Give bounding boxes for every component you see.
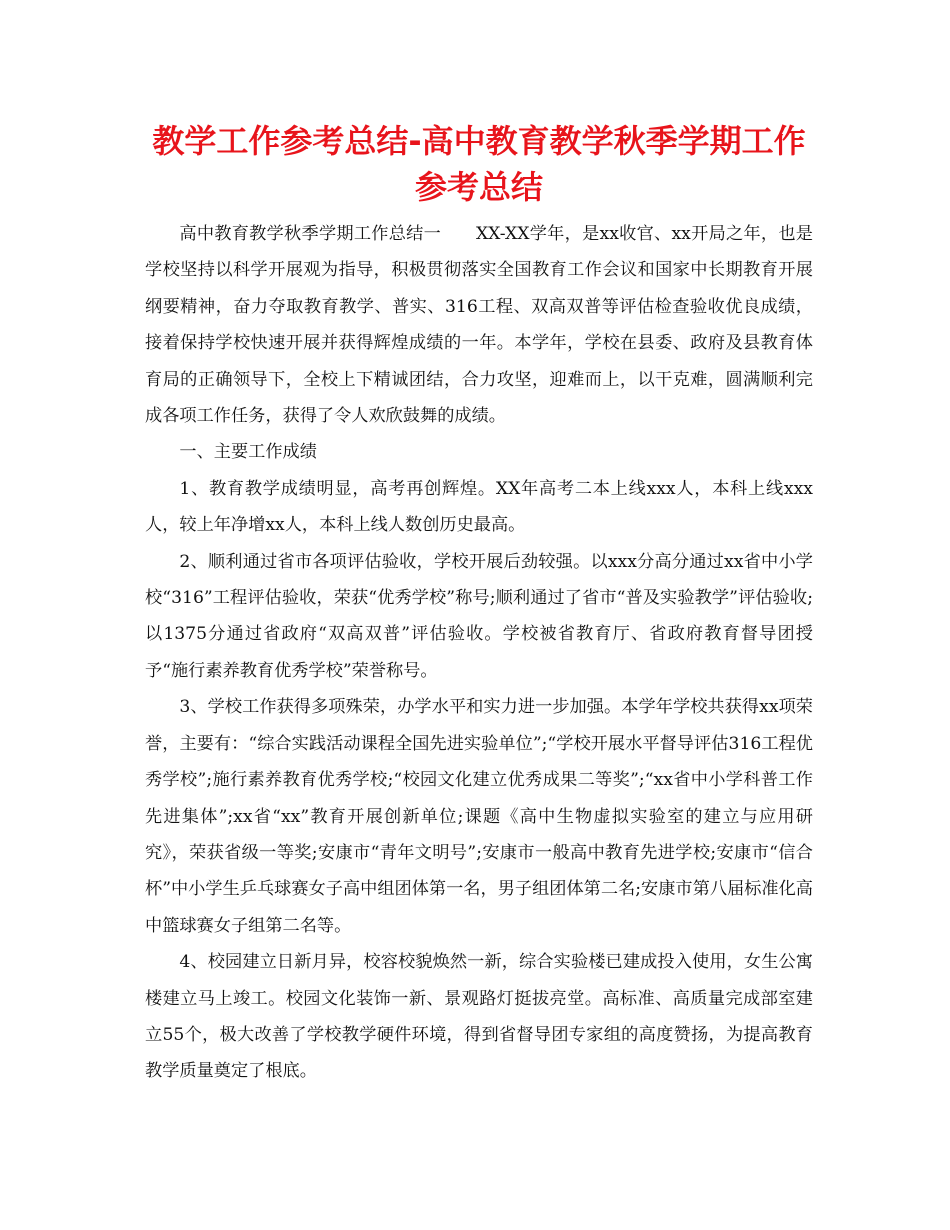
achievement-paragraph-1: 1、教育教学成绩明显，高考再创辉煌。XX年高考二本上线xxx人，本科上线xxx人，较上年净增xx人，本科上线人数创历史最高。 [145, 478, 813, 536]
achievement-paragraph-4: 4、校园建立日新月异，校容校貌焕然一新，综合实验楼已建成投入使用，女生公寓楼建立马上竣工。校园文化装饰一新、景观路灯挺拔亮堂。高标准、高质量完成部室建立55个，极大改善了学校教学硬件环境，得到省督导团专家组的高度赞扬，为提高教育教学质量奠定了根底。 [145, 952, 813, 1082]
document-body [145, 216, 813, 1090]
title-line-2: 参考总结 [414, 168, 543, 206]
section-heading: 一、主要工作成绩 [179, 442, 317, 463]
document-title [145, 118, 813, 210]
title-line-1: 教学工作参考总结-高中教育教学秋季学期工作 [152, 122, 806, 160]
document-page [145, 118, 813, 1090]
intro-paragraph: 高中教育教学秋季学期工作总结一 XX-XX学年，是xx收官、xx开局之年，也是学校坚持以科学开展观为指导，积极贯彻落实全国教育工作会议和国家中长期教育开展纲要精神，奋力夺取教育教学、普实、316工程、双高双普等评估检查验收优良成绩，接着保持学校快速开展并获得辉煌成绩的一年。本学年，学校在县委、政府及县教育体育局的正确领导下，全校上下精诚团结，合力攻坚，迎难而上，以干克难，圆满顺利完成各项工作任务，获得了令人欢欣鼓舞的成绩。 [145, 224, 813, 427]
achievement-paragraph-3: 3、学校工作获得多项殊荣，办学水平和实力进一步加强。本学年学校共获得xx项荣誉，主要有：“综合实践活动课程全国先进实验单位”;“学校开展水平督导评估316工程优秀学校”;施行素养教育优秀学校;“校园文化建立优秀成果二等奖”;“xx省中小学科普工作先进集体”;xx省“xx”教育开展创新单位;课题《高中生物虚拟实验室的建立与应用研究》，荣获省级一等奖;安康市“青年文明号”;安康市一般高中教育先进学校;安康市“信合杯”中小学生乒乓球赛女子高中组团体第一名，男子组团体第二名;安康市第八届标准化高中篮球赛女子组第二名等。 [145, 697, 813, 936]
achievement-paragraph-2: 2、顺利通过省市各项评估验收，学校开展后劲较强。以xxx分高分通过xx省中小学校“316”工程评估验收，荣获“优秀学校”称号;顺利通过了省市“普及实验教学”评估验收;以1375分通过省政府“双高双普”评估验收。学校被省教育厅、省政府教育督导团授予“施行素养教育优秀学校”荣誉称号。 [145, 551, 813, 681]
